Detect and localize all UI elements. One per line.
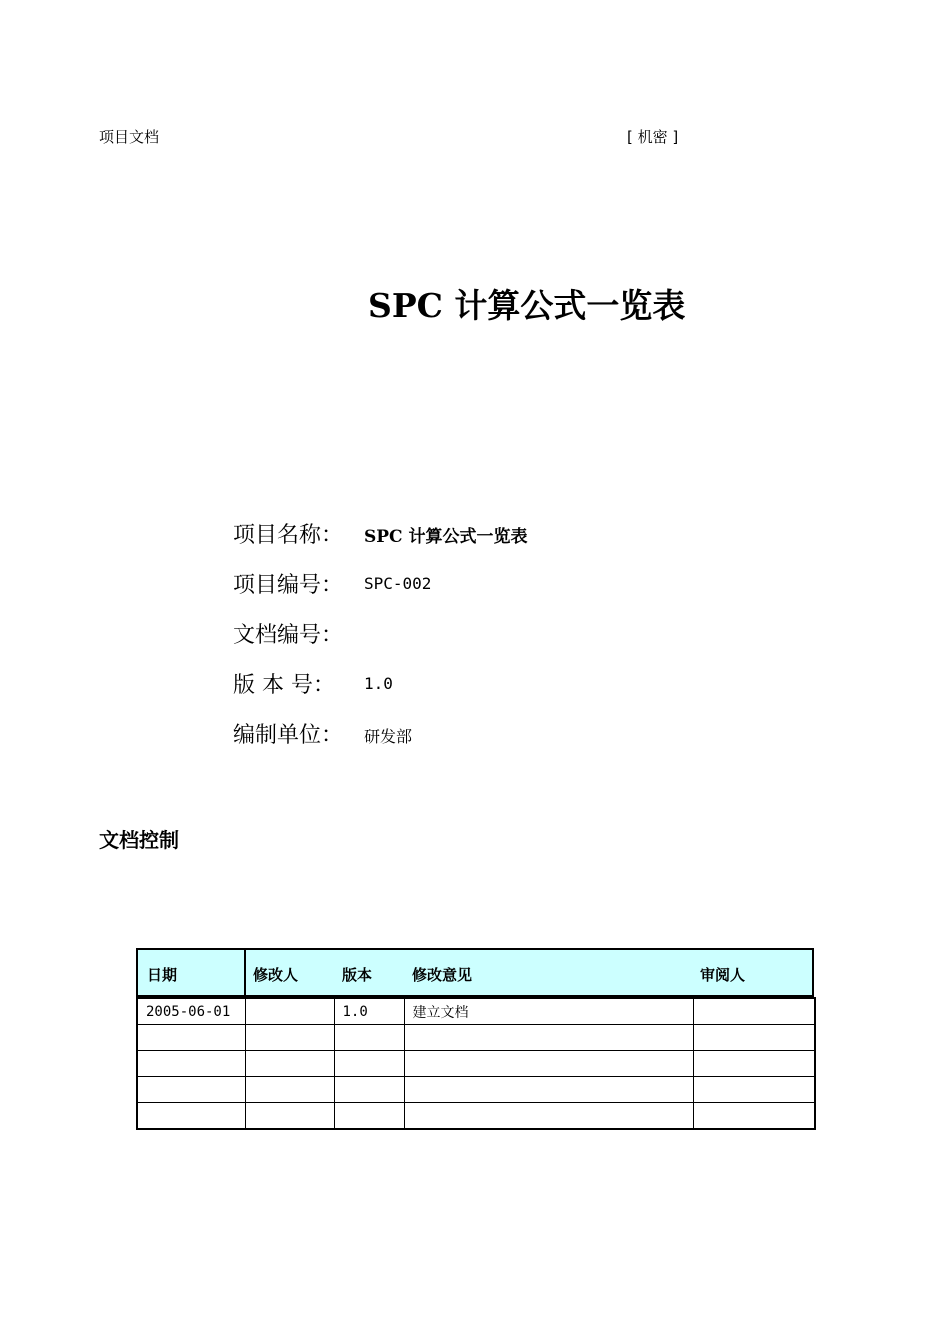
header-cell-version: 版本 bbox=[342, 966, 373, 984]
table-row bbox=[137, 1077, 815, 1103]
table-cell bbox=[245, 1025, 334, 1051]
table-row bbox=[137, 998, 815, 1025]
table-cell bbox=[245, 998, 334, 1025]
info-value: SPC 计算公式一览表 bbox=[364, 527, 528, 547]
info-label: 编制单位： bbox=[233, 723, 344, 748]
table-cell bbox=[404, 1051, 693, 1077]
document-title: SPC 计算公式一览表 bbox=[368, 286, 686, 325]
table-cell bbox=[404, 1077, 693, 1103]
table-cell: 2005-06-01 bbox=[137, 998, 245, 1025]
header-cell-comment: 修改意见 bbox=[412, 966, 473, 984]
table-cell bbox=[693, 1077, 815, 1103]
table-cell: 建立文档 bbox=[404, 998, 693, 1025]
table-cell bbox=[693, 998, 815, 1025]
table-cell bbox=[137, 1025, 245, 1051]
table-row bbox=[137, 1025, 815, 1051]
table-cell bbox=[137, 1077, 245, 1103]
table-cell bbox=[245, 1103, 334, 1130]
table-cell bbox=[334, 1051, 404, 1077]
table-cell bbox=[137, 1051, 245, 1077]
header-cell-date: 日期 bbox=[147, 966, 178, 984]
table-cell bbox=[334, 1077, 404, 1103]
table-cell bbox=[693, 1103, 815, 1130]
table-row bbox=[137, 1051, 815, 1077]
header-divider bbox=[244, 950, 246, 995]
section-title-doc-control: 文档控制 bbox=[99, 828, 179, 852]
header-confidential: [ 机密 ] bbox=[627, 128, 679, 146]
info-label: 项目编号： bbox=[233, 573, 344, 598]
table-cell bbox=[334, 1103, 404, 1130]
table-cell bbox=[693, 1051, 815, 1077]
info-value: SPC-002 bbox=[364, 574, 432, 593]
revision-table bbox=[136, 997, 816, 1130]
table-row bbox=[137, 1103, 815, 1130]
table-cell bbox=[693, 1025, 815, 1051]
table-header bbox=[136, 948, 814, 997]
table-cell bbox=[334, 1025, 404, 1051]
header-project-doc: 项目文档 bbox=[99, 128, 160, 146]
info-label: 项目名称： bbox=[233, 523, 344, 548]
header-cell-reviewer: 审阅人 bbox=[700, 966, 746, 984]
header-cell-modifier: 修改人 bbox=[253, 966, 299, 984]
info-value: 研发部 bbox=[364, 727, 413, 746]
table-cell bbox=[137, 1103, 245, 1130]
table-cell: 1.0 bbox=[334, 998, 404, 1025]
table-cell bbox=[404, 1025, 693, 1051]
table-cell bbox=[404, 1103, 693, 1130]
table-cell bbox=[245, 1051, 334, 1077]
info-label: 文档编号： bbox=[233, 623, 344, 648]
info-label: 版 本 号： bbox=[233, 673, 335, 698]
table-cell bbox=[245, 1077, 334, 1103]
info-value: 1.0 bbox=[364, 674, 393, 693]
